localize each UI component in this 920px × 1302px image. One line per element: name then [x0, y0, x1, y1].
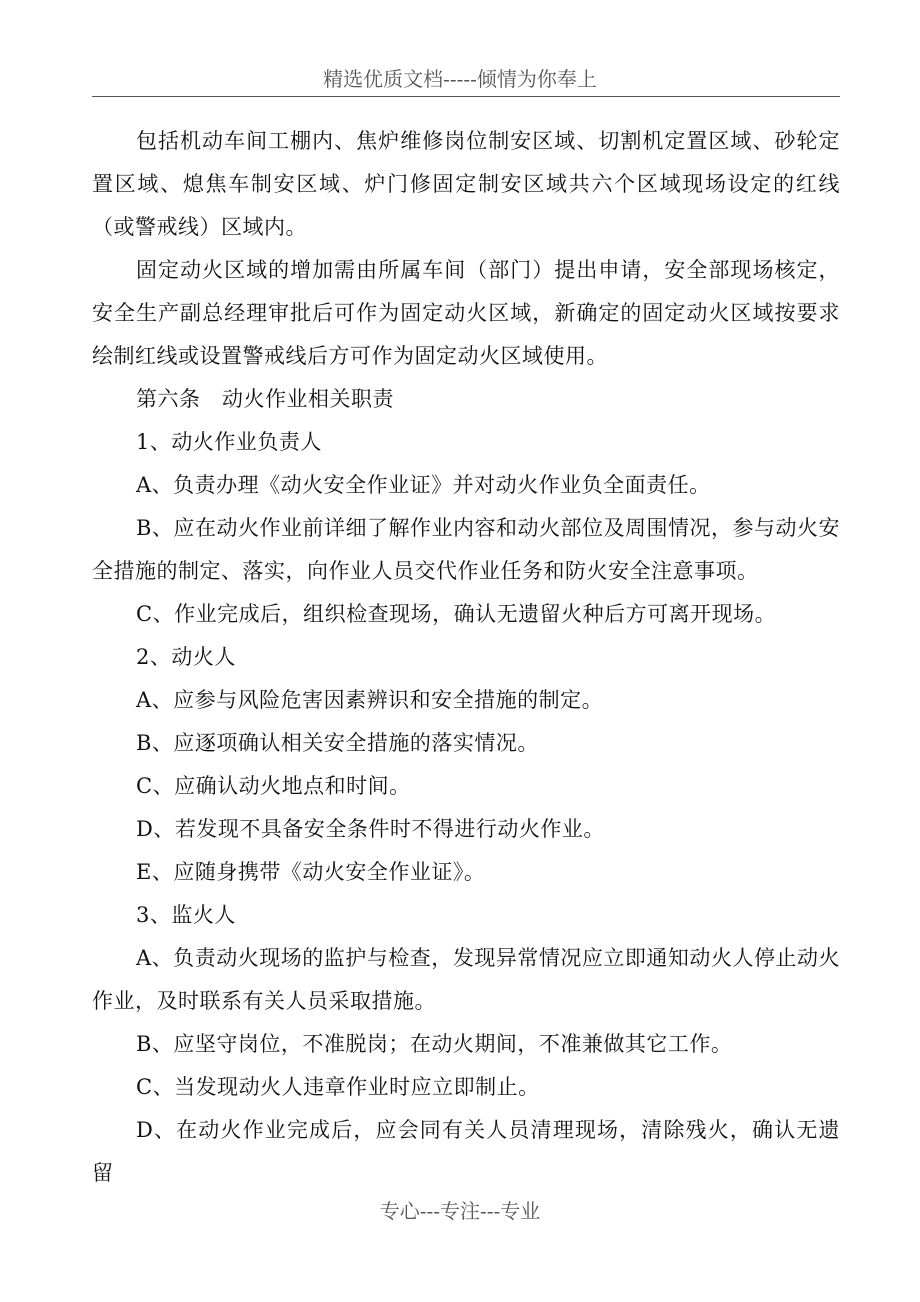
page-header: 精选优质文档-----倾情为你奉上	[323, 67, 597, 91]
paragraph-fixed-zones: 包括机动车间工棚内、焦炉维修岗位制安区域、切割机定置区域、砂轮定置区域、熄焦车制安区域、炉门修固定制安区域共六个区域现场设定的红线（或警戒线）区域内。	[92, 129, 840, 239]
list-item: D、若发现不具备安全条件时不得进行动火作业。	[136, 817, 605, 841]
header-divider	[92, 96, 840, 97]
list-item: B、应坚守岗位，不准脱岗；在动火期间，不准兼做其它工作。	[136, 1032, 733, 1056]
list-item: C、应确认动火地点和时间。	[136, 774, 411, 798]
list-item: D、在动火作业完成后，应会同有关人员清理现场，清除残火，确认无遗留	[92, 1118, 840, 1185]
list-item: A、应参与风险危害因素辨识和安全措施的制定。	[136, 688, 604, 712]
paragraph-zone-addition: 固定动火区域的增加需由所属车间（部门）提出申请，安全部现场核定，安全生产副总经理审批后可作为固定动火区域，新确定的固定动火区域按要求绘制红线或设置警戒线后方可作为固定动火区域使用。	[92, 258, 840, 368]
document-body	[92, 120, 840, 1195]
list-item: E、应随身携带《动火安全作业证》。	[136, 860, 486, 884]
article-six-heading: 第六条 动火作业相关职责	[136, 387, 394, 411]
list-item: A、负责办理《动火安全作业证》并对动火作业负全面责任。	[136, 473, 711, 497]
section-2-heading: 2、动火人	[136, 645, 236, 669]
section-3-heading: 3、监火人	[136, 903, 236, 927]
list-item: B、应逐项确认相关安全措施的落实情况。	[136, 731, 539, 755]
section-1-heading: 1、动火作业负责人	[136, 430, 322, 454]
list-item: C、作业完成后，组织检查现场，确认无遗留火种后方可离开现场。	[136, 602, 777, 626]
list-item: B、应在动火作业前详细了解作业内容和动火部位及周围情况，参与动火安全措施的制定、落实，向作业人员交代作业任务和防火安全注意事项。	[92, 516, 840, 583]
list-item: A、负责动火现场的监护与检查，发现异常情况应立即通知动火人停止动火作业，及时联系有关人员采取措施。	[92, 946, 840, 1013]
page-footer: 专心---专注---专业	[379, 1199, 541, 1223]
list-item: C、当发现动火人违章作业时应立即制止。	[136, 1075, 540, 1099]
